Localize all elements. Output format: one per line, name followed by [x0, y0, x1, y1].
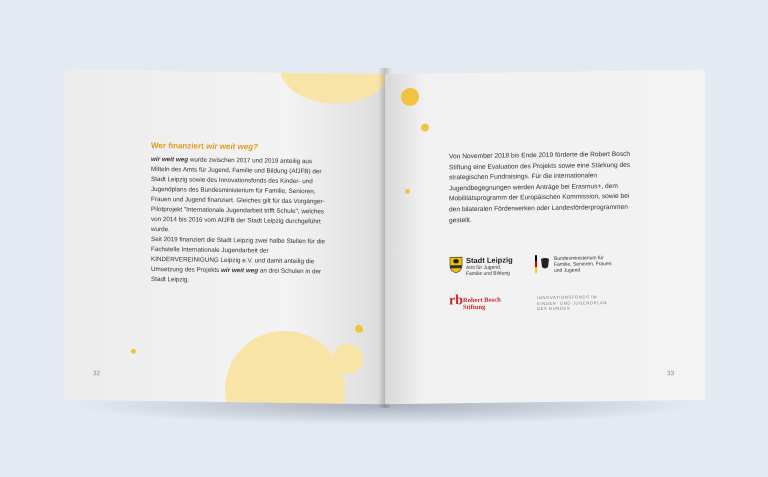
bmfsfj-text: Bundesministerium für Familie, Senioren, Frauen und Jugend	[554, 255, 612, 274]
bosch-line2: Stiftung	[463, 303, 486, 312]
decorative-dot	[405, 189, 410, 194]
left-page	[65, 70, 385, 404]
paragraph: wir weit weg wurde zwischen 2017 und 2019 anteilig aus Mitteln des Amts für Jugend, Familie und Bildung (AfJFB) der Stadt Leipzig sowie des Innovationsfonds des Kinder- und Jugendplans des Bundesministerium für Familie, Senioren, Frauen und Jugend finanziert. Gleiches gilt für das Vorgänger-Pilotprojekt "Internationale Jugendarbeit trifft Schule", welches von 2014 bis 2016 vom AfJFB der Stadt Leipzig durchgeführt wurde.	[151, 155, 325, 234]
leipzig-crest-icon	[449, 256, 463, 273]
decorative-circle	[333, 344, 363, 374]
right-body-text: Von November 2018 bis Ende 2019 förderte die Robert Bosch Stiftung eine Evaluation des Projekts sowie eine Stärkung des strategischen Fundraisings. Für die internationalen Jugendbegegnungen werden Anträge bei Erasmus+, dem Mobilitätsprogramm der Europäischen Kommission, sowie bei den bilateralen Förderwerken oder Landesförderprogrammen gestellt.	[449, 150, 631, 224]
decorative-circle	[401, 88, 419, 106]
section-heading: Wer finanziert wir weit weg?	[151, 140, 258, 152]
decorative-circle	[280, 70, 385, 105]
bosch-rb-mark: rb	[449, 293, 463, 309]
bmfsfj-logo	[535, 255, 612, 278]
robert-bosch-stiftung-logo	[449, 293, 501, 312]
federal-eagle-icon	[535, 255, 551, 273]
decorative-dot	[355, 325, 363, 333]
page-number: 33	[667, 370, 675, 378]
funder-logos	[449, 254, 649, 327]
leipzig-sub: Amt für Jugend, Familie und Bildung	[466, 264, 510, 278]
right-page	[385, 70, 705, 404]
paragraph: Seit 2019 finanziert die Stadt Leipzig zwei halbe Stellen für die Fachstelle Internationale Jugendarbeit der KINDERVEREINIGUNG Leipzig e.V. und damit anteilig die Umsetzung des Projekts wir weit weg an drei Schulen in der Stadt Leipzig.	[151, 235, 325, 284]
decorative-dot	[421, 124, 429, 132]
left-body-text	[151, 155, 326, 287]
bosch-line1: Robert Bosch	[463, 296, 501, 305]
leipzig-name: Stadt Leipzig	[466, 255, 513, 266]
decorative-dot	[131, 349, 136, 354]
decorative-circle	[225, 330, 345, 404]
page-number: 32	[93, 370, 101, 378]
stadt-leipzig-logo	[449, 255, 513, 278]
innovationsfonds-logo: INNOVATIONSFONDS IM KINDER- UND JUGENDPLAN DES BUNDES	[537, 294, 607, 312]
